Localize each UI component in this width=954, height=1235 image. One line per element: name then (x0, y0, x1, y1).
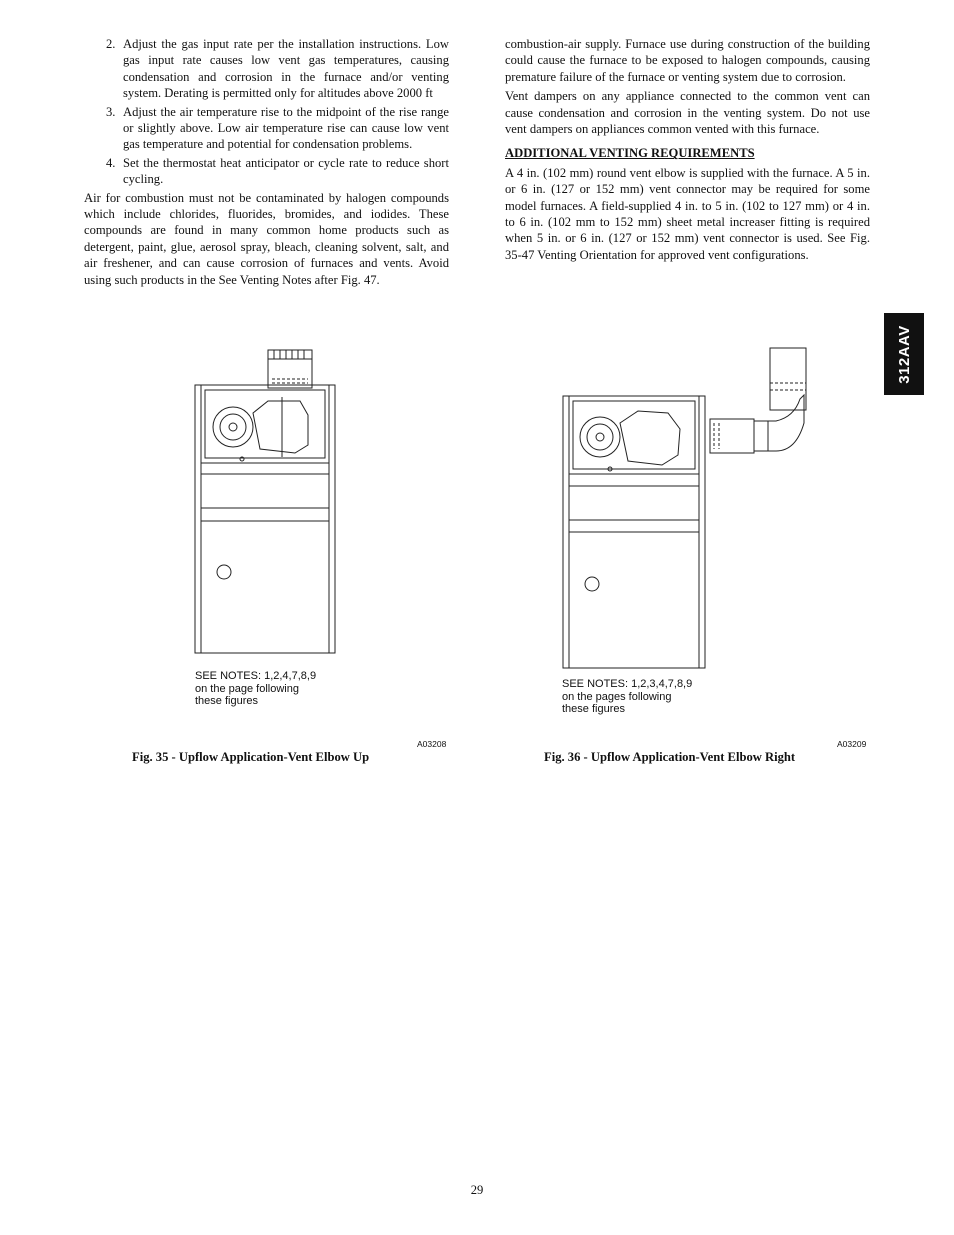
adjustment-steps-list (84, 36, 449, 188)
combustion-air-paragraph: combustion‑air supply. Furnace use during construction of the building could cause the furnace to be exposed to halogen compounds, causing premature failure of the furnace or venting system due to corrosion. (505, 37, 870, 84)
figure-35-drawing (190, 345, 350, 660)
page-number: 29 (470, 1183, 484, 1197)
figure-36-code: A03209 (837, 739, 867, 749)
right-text-column (505, 36, 870, 266)
figure-36-caption: Fig. 36 ‑ Upflow Application‑Vent Elbow Right (544, 750, 796, 764)
step-text: Set the thermostat heat anticipator or cycle rate to reduce short cycling. (123, 155, 449, 187)
note-line: SEE NOTES: 1,2,4,7,8,9 (195, 670, 317, 682)
figure-36-drawing (558, 343, 813, 673)
step-number: 2. (106, 37, 116, 51)
model-side-tab (884, 313, 924, 395)
step-text: Adjust the air temperature rise to the midpoint of the rise range or slightly above. Low air temperature rise can cause low vent gas temperature and potential for condensation problems. (123, 104, 449, 152)
figure-35-caption: Fig. 35 ‑ Upflow Application‑Vent Elbow Up (132, 750, 370, 764)
step-item (84, 155, 449, 188)
model-label: 312AAV (895, 324, 913, 384)
note-line: on the page following (195, 682, 299, 695)
note-line: these figures (562, 703, 625, 715)
left-text-column (84, 36, 449, 291)
note-line: SEE NOTES: 1,2,3,4,7,8,9 (562, 678, 693, 690)
note-line: on the pages following (562, 690, 672, 703)
step-number: 4. (106, 155, 116, 170)
step-number: 3. (106, 104, 116, 119)
vent-dampers-paragraph: Vent dampers on any appliance connected to the common vent can cause condensation and corrosion in the venting system. Do not use vent dampers on appliances common vented with this furnace. (505, 89, 870, 137)
note-line: these figures (195, 695, 258, 707)
step-item (84, 36, 449, 102)
venting-requirements-paragraph: A 4 in. (102 mm) round vent elbow is supplied with the furnace. A 5 in. or 6 in. (127 or 152 mm) vent connector may be required for some model furnaces. A field‑supplied 4 in. to 5 in. (102 to 127 mm) or 4 in. to 6 in. (102 mm to 152 mm) sheet metal increaser fitting is required when 5 in. or 6 in. (127 or 152 mm) vent connector is used. See Fig. 35‑47 Venting Orientation for approved vent configurations. (505, 165, 870, 262)
figure-35-code: A03208 (417, 739, 447, 749)
figure-36-notes (562, 678, 692, 716)
section-heading: ADDITIONAL VENTING REQUIREMENTS (505, 146, 755, 161)
figure-35-notes (195, 670, 316, 708)
step-text: Adjust the gas input rate per the installation instructions. Low gas input rate causes low vent gas temperatures, causing condensation and corrosion in the furnace and/or venting system. Derating is permitted only for altitudes above 2000 ft (123, 37, 449, 101)
step-item (84, 104, 449, 153)
halogen-paragraph: Air for combustion must not be contaminated by halogen compounds which include chlorides, fluorides, bromides, and iodides. These compounds are found in many common home products such as detergent, paint, glue, aerosol spray, bleach, cleaning solvent, salt, and air freshener, and can cause corrosion of furnaces and vents. Avoid using such products in the See Venting Notes after Fig. 47. (84, 190, 449, 287)
